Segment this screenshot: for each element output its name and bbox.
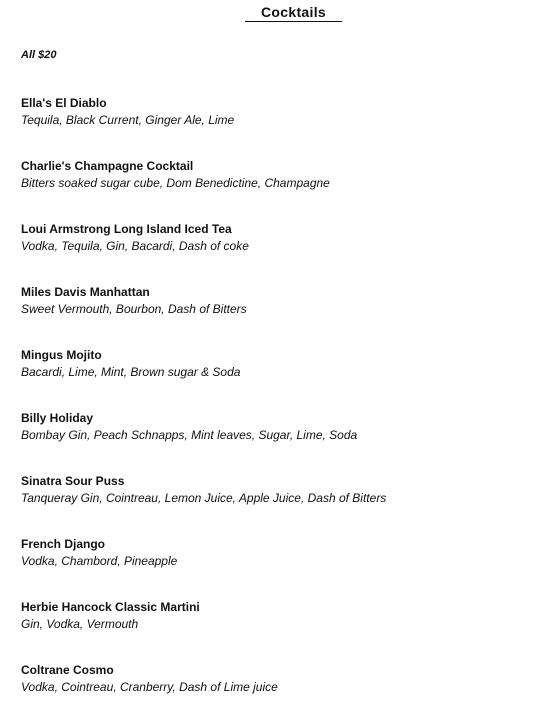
cocktail-ingredients: Bombay Gin, Peach Schnapps, Mint leaves, Sugar, Lime, Soda (21, 428, 358, 442)
cocktail-ingredients: Sweet Vermouth, Bourbon, Dash of Bitters (21, 302, 247, 316)
cocktail-name: Coltrane Cosmo (21, 663, 114, 677)
cocktail-name: French Django (21, 537, 106, 551)
cocktail-ingredients: Tanqueray Gin, Cointreau, Lemon Juice, Apple Juice, Dash of Bitters (21, 491, 387, 505)
cocktail-name: Billy Holiday (21, 411, 94, 425)
cocktail-item (21, 411, 533, 474)
cocktail-ingredients: Vodka, Cointreau, Cranberry, Dash of Lime juice (21, 680, 278, 694)
cocktail-name: Charlie's Champagne Cocktail (21, 159, 194, 173)
cocktail-item (21, 159, 533, 222)
cocktail-item (21, 537, 533, 600)
cocktail-name: Miles Davis Manhattan (21, 285, 150, 299)
cocktail-item (21, 285, 533, 348)
menu-title: Cocktails (245, 4, 342, 22)
cocktail-list (21, 96, 533, 726)
cocktail-name: Mingus Mojito (21, 348, 102, 362)
cocktail-item (21, 348, 533, 411)
cocktail-name: Herbie Hancock Classic Martini (21, 600, 200, 614)
cocktail-item (21, 96, 533, 159)
cocktail-item (21, 600, 533, 663)
cocktail-name: Loui Armstrong Long Island Iced Tea (21, 222, 232, 236)
cocktail-item (21, 663, 533, 726)
cocktail-ingredients: Gin, Vodka, Vermouth (21, 617, 139, 631)
cocktail-item (21, 222, 533, 285)
cocktail-name: Sinatra Sour Puss (21, 474, 125, 488)
price-note: All $20 (21, 49, 57, 61)
cocktail-name: Ella's El Diablo (21, 96, 107, 110)
cocktail-ingredients: Vodka, Chambord, Pineapple (21, 554, 178, 568)
cocktail-ingredients: Bacardi, Lime, Mint, Brown sugar & Soda (21, 365, 241, 379)
cocktail-ingredients: Tequila, Black Current, Ginger Ale, Lime (21, 113, 235, 127)
cocktail-ingredients: Vodka, Tequila, Gin, Bacardi, Dash of coke (21, 239, 249, 253)
cocktail-ingredients: Bitters soaked sugar cube, Dom Benedictine, Champagne (21, 176, 330, 190)
cocktail-item (21, 474, 533, 537)
